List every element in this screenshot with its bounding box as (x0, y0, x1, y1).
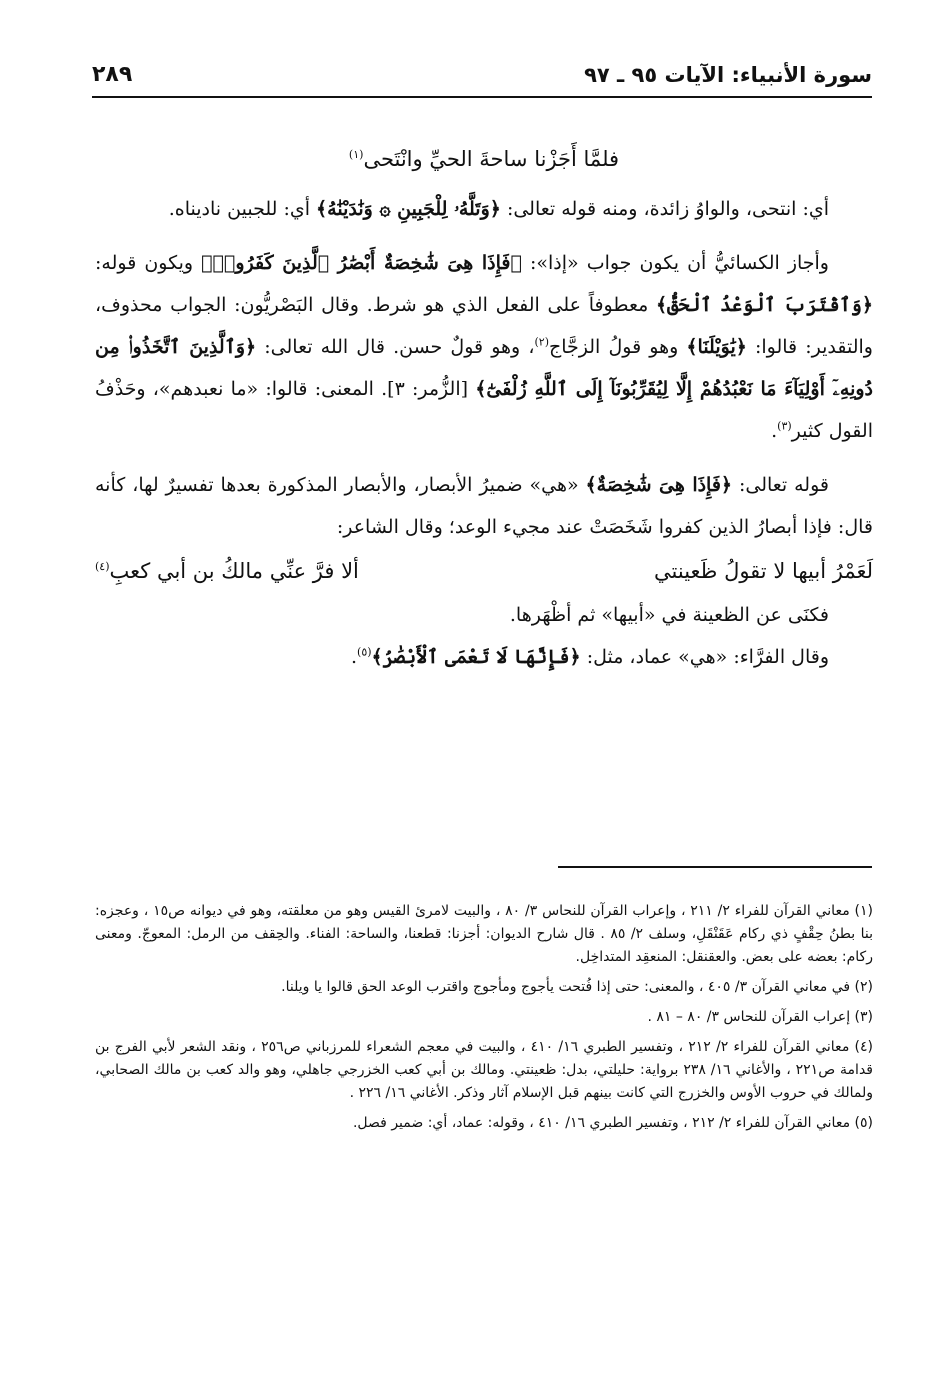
footnote: (٣) إعراب القرآن للنحاس ٣/ ٨٠ – ٨١ . (647, 1009, 873, 1025)
text-run: أي: انتحى، والواوُ زائدة، ومنه قوله تعالى: (500, 198, 829, 220)
poem-hemistich-1: لَعَمْرُ أبيها لا تقولُ ظَعينتي (654, 559, 873, 583)
page-number: ٢٨٩ (92, 62, 133, 87)
main-text (95, 130, 873, 678)
quran-quote: ﴿فَإِنَّهَا لَا تَعْمَى ٱلْأَبْصَٰرُ﴾ (371, 646, 581, 668)
paragraph (95, 242, 873, 452)
header-rule (92, 96, 872, 98)
paragraph (95, 464, 873, 548)
text-run: ويكون قوله: (95, 252, 202, 274)
text-run: ، وهو قولٌ حسن. قال الله تعالى: (256, 336, 535, 358)
footnote-ref-5: (٥) (357, 645, 372, 659)
footnote-ref-4: (٤) (95, 560, 110, 573)
footnotes (95, 900, 873, 1142)
quran-quote: ﴿فَإِذَا هِىَ شَٰخِصَةٌ أَبْصَٰرُ ٱلَّذِينَ كَفَرُوا۟﴾ (201, 252, 522, 274)
poem-line (95, 550, 873, 594)
quran-quote: ﴿يَٰوَيْلَنَا﴾ (686, 336, 747, 358)
quoted-verse (95, 130, 873, 188)
footnote: (١) معاني القرآن للفراء ٢/ ٢١١ ، وإعراب القرآن للنحاس ٣/ ٨٠ ، والبيت لامرئ القيس وهو من معلقته، وهو في ديوانه ص١٥ ، وعجزه: بنا بطنُ حِقْفٍ ذي ركام عَقَنْقَلِ، وسلف ٢/ ٨٥ . قال شارح الديوان: أجزنا: قطعنا، والساحة: الفناء. والحِقف من الرمل: المعوجّ. ومعنى ركام: بعضه على بعض. والعقنقل: المنعقِد المتداخِل. (95, 903, 873, 965)
footnote: (٤) معاني القرآن للفراء ٢/ ٢١٢ ، وتفسير الطبري ١٦/ ٤١٠ ، والبيت في معجم الشعراء للمرزباني ص٢٥٦ ، ونقد الشعر لأبي الفرج بن قدامة ص٢٢١ ، والأغاني ١٦/ ٢٣٨ برواية: حليلتي، بدل: ظعينتي. ومالك بن أبي كعب الخزرجي جاهلي، وهو والد كعب بن مالك الصحابي، ولمالك في حروب الأوس والخزرج التي كانت بينهم قبل الإسلام آثار وذكر. الأغاني ١٦/ ٢٢٦ . (95, 1039, 873, 1101)
page-header (92, 60, 872, 94)
text-run: أي: للجبين ناديناه. (168, 198, 317, 220)
text-run: [الزُّمر: ٣]. المعنى: قالوا: «ما نعبدهم»، وحَذْفُ القول كثير (95, 378, 873, 442)
text-run: وهو قولُ الزجَّاج (548, 336, 687, 358)
paragraph (95, 636, 873, 678)
footnote-ref-3: (٣) (777, 419, 792, 433)
quran-quote: ﴿وَٱقْتَرَبَ ٱلْوَعْدُ ٱلْحَقُّ﴾ (656, 294, 874, 316)
paragraph (95, 188, 873, 230)
hemistich-text: ألا فرَّ عنِّي مالكُ بن أبي كعبِ (109, 559, 359, 583)
text-run: . (771, 420, 778, 442)
footnote-ref-2: (٢) (534, 335, 549, 349)
text-run: . (350, 646, 358, 668)
footnote-ref-1: (١) (348, 148, 364, 161)
quran-quote: ﴿فَإِذَا هِىَ شَٰخِصَةٌ﴾ (585, 474, 733, 496)
poem-hemistich-2 (95, 550, 359, 592)
text-run: وقال الفرَّاء: «هي» عماد، مثل: (580, 646, 829, 668)
footnote: (٥) معاني القرآن للفراء ٢/ ٢١٢ ، وتفسير الطبري ١٦/ ٤١٠ ، وقوله: عماد، أي: ضمير فصل. (352, 1115, 873, 1131)
text-run: وأجاز الكسائيُّ أن يكون جواب «إذا»: (521, 252, 829, 274)
quran-quote: ﴿وَٱلَّذِينَ ٱتَّخَذُوا۟ مِن دُونِهِۦٓ أَوْلِيَآءَ مَا نَعْبُدُهُمْ إِلَّا لِيُقَرِّبُونَآ إِلَى ٱللَّهِ زُلْفَىٰٓ﴾ (95, 336, 873, 400)
footnote: (٢) في معاني القرآن ٣/ ٤٠٥ ، والمعنى: حتى إذا فُتحت يأجوج ومأجوج واقترب الوعد الحق قالوا يا ويلنا. (281, 979, 873, 995)
text-run: «هي» ضميرُ الأبصار، والأبصار المذكورة بعدها تفسيرٌ لها، كأنه قال: فإذا أبصارُ الذين كفروا شَخَصَتْ عند مجيء الوعد؛ وقال الشاعر: (95, 474, 873, 538)
text-run: معطوفاً على الفعل الذي هو شرط. وقال البَصْريُّون: الجواب محذوف، والتقدير: قالوا: (95, 294, 873, 358)
footnote-separator (558, 866, 872, 868)
running-title: سورة الأنبياء: الآيات ٩٥ ـ ٩٧ (584, 63, 872, 87)
verse-text: فلمَّا أَجَزْنا ساحةَ الحيِّ وانْتَحى (363, 147, 620, 171)
paragraph: فكنَى عن الظعينة في «أبيها» ثم أظْهَرها. (509, 604, 829, 626)
text-run: قوله تعالى: (732, 474, 829, 496)
quran-quote: ﴿وَتَلَّهُۥ لِلْجَبِينِ ۞ وَنَٰدَيْنَٰهُ﴾ (316, 198, 501, 220)
